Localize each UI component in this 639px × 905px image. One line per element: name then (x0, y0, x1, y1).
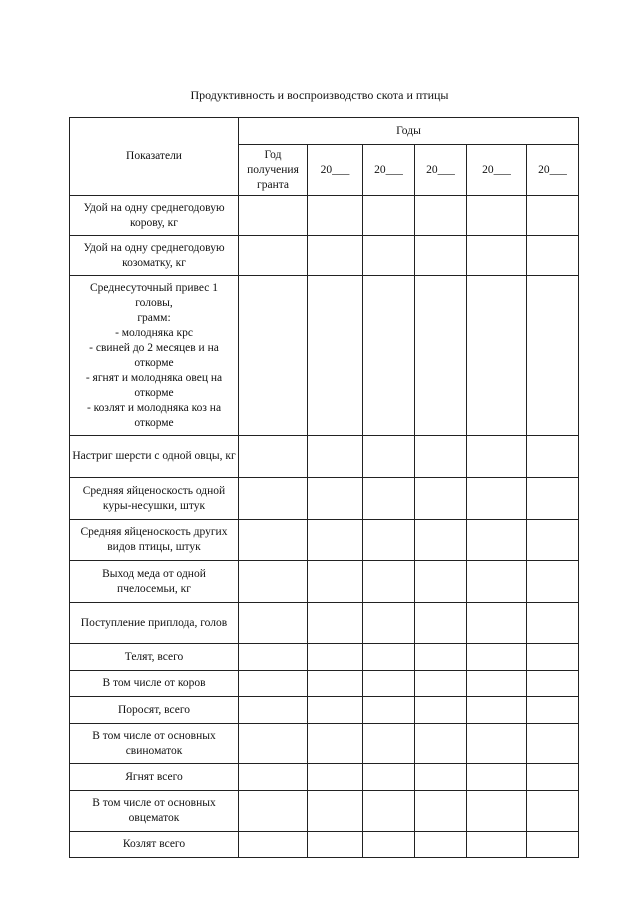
value-cell[interactable] (363, 644, 415, 671)
value-cell[interactable] (467, 697, 527, 724)
year-column-4: 20___ (467, 145, 527, 196)
indicator-label: Среднесуточный привес 1 головы, грамм: - молодняка крс - свиней до 2 месяцев и на откорме - ягнят и молодняка овец на откорме - козлят и молодняка коз на откорме (70, 276, 239, 436)
value-cell[interactable] (308, 478, 363, 520)
value-cell[interactable] (415, 561, 467, 603)
value-cell[interactable] (467, 764, 527, 791)
value-cell[interactable] (467, 276, 527, 436)
value-cell[interactable] (308, 520, 363, 561)
year-column-3: 20___ (415, 145, 467, 196)
value-cell[interactable] (363, 764, 415, 791)
value-cell[interactable] (467, 196, 527, 236)
value-cell[interactable] (308, 832, 363, 858)
value-cell[interactable] (467, 236, 527, 276)
page-title: Продуктивность и воспроизводство скота и птицы (190, 88, 449, 102)
table-row (70, 276, 579, 436)
value-cell[interactable] (415, 236, 467, 276)
value-cell[interactable] (363, 724, 415, 764)
value-cell[interactable] (239, 276, 308, 436)
productivity-table (69, 117, 579, 858)
value-cell[interactable] (527, 791, 579, 832)
value-cell[interactable] (363, 276, 415, 436)
value-cell[interactable] (527, 478, 579, 520)
table-row (70, 236, 579, 276)
value-cell[interactable] (239, 724, 308, 764)
table-row (70, 671, 579, 697)
table-row (70, 764, 579, 791)
value-cell[interactable] (239, 671, 308, 697)
value-cell[interactable] (467, 520, 527, 561)
value-cell[interactable] (467, 478, 527, 520)
indicator-label: В том числе от основных свиноматок (70, 724, 239, 764)
value-cell[interactable] (239, 196, 308, 236)
value-cell[interactable] (363, 520, 415, 561)
value-cell[interactable] (239, 603, 308, 644)
value-cell[interactable] (527, 196, 579, 236)
indicator-label: Настриг шерсти с одной овцы, кг (70, 436, 239, 478)
value-cell[interactable] (527, 520, 579, 561)
indicator-label: Удой на одну среднегодовую козоматку, кг (70, 236, 239, 276)
value-cell[interactable] (363, 603, 415, 644)
year-column-2: 20___ (363, 145, 415, 196)
indicator-label: Поросят, всего (70, 697, 239, 724)
value-cell[interactable] (308, 764, 363, 791)
value-cell[interactable] (415, 644, 467, 671)
value-cell[interactable] (467, 644, 527, 671)
value-cell[interactable] (363, 697, 415, 724)
value-cell[interactable] (308, 236, 363, 276)
value-cell[interactable] (467, 561, 527, 603)
value-cell[interactable] (363, 561, 415, 603)
value-cell[interactable] (415, 832, 467, 858)
table-row (70, 603, 579, 644)
value-cell[interactable] (467, 791, 527, 832)
indicator-label: В том числе от основных овцематок (70, 791, 239, 832)
indicator-label: Ягнят всего (70, 764, 239, 791)
year-column-1: 20___ (308, 145, 363, 196)
value-cell[interactable] (415, 196, 467, 236)
value-cell[interactable] (415, 724, 467, 764)
value-cell[interactable] (415, 671, 467, 697)
indicator-label: Средняя яйценоскость других видов птицы, штук (70, 520, 239, 561)
value-cell[interactable] (467, 671, 527, 697)
value-cell[interactable] (239, 478, 308, 520)
value-cell[interactable] (415, 478, 467, 520)
indicator-label: Поступление приплода, голов (70, 603, 239, 644)
indicator-label: Удой на одну среднегодовую корову, кг (70, 196, 239, 236)
table-row (70, 724, 579, 764)
value-cell[interactable] (239, 236, 308, 276)
header-row (70, 118, 579, 145)
value-cell[interactable] (527, 724, 579, 764)
value-cell[interactable] (527, 832, 579, 858)
table-row (70, 644, 579, 671)
value-cell[interactable] (363, 832, 415, 858)
value-cell[interactable] (415, 764, 467, 791)
value-cell[interactable] (239, 791, 308, 832)
value-cell[interactable] (239, 697, 308, 724)
value-cell[interactable] (308, 196, 363, 236)
value-cell[interactable] (239, 644, 308, 671)
value-cell[interactable] (363, 236, 415, 276)
value-cell[interactable] (527, 697, 579, 724)
value-cell[interactable] (415, 520, 467, 561)
value-cell[interactable] (527, 671, 579, 697)
value-cell[interactable] (363, 436, 415, 478)
table-row (70, 791, 579, 832)
value-cell[interactable] (415, 603, 467, 644)
table-row (70, 478, 579, 520)
value-cell[interactable] (308, 791, 363, 832)
year-column-5: 20___ (527, 145, 579, 196)
value-cell[interactable] (415, 436, 467, 478)
value-cell[interactable] (308, 644, 363, 671)
value-cell[interactable] (239, 832, 308, 858)
value-cell[interactable] (308, 724, 363, 764)
indicators-header: Показатели (70, 118, 239, 196)
value-cell[interactable] (415, 697, 467, 724)
value-cell[interactable] (363, 478, 415, 520)
years-header: Годы (239, 118, 579, 145)
value-cell[interactable] (527, 603, 579, 644)
table-body (70, 196, 579, 858)
value-cell[interactable] (308, 697, 363, 724)
indicator-label: Козлят всего (70, 832, 239, 858)
value-cell[interactable] (467, 832, 527, 858)
table-row (70, 436, 579, 478)
value-cell[interactable] (527, 764, 579, 791)
value-cell[interactable] (239, 764, 308, 791)
value-cell[interactable] (527, 644, 579, 671)
value-cell[interactable] (527, 561, 579, 603)
value-cell[interactable] (415, 276, 467, 436)
indicator-label: В том числе от коров (70, 671, 239, 697)
value-cell[interactable] (527, 236, 579, 276)
year-column-grant: Год получения гранта (239, 145, 308, 196)
value-cell[interactable] (239, 561, 308, 603)
table-row (70, 832, 579, 858)
value-cell[interactable] (308, 671, 363, 697)
indicator-label: Средняя яйценоскость одной куры-несушки, штук (70, 478, 239, 520)
value-cell[interactable] (363, 671, 415, 697)
indicator-label: Выход меда от одной пчелосемьи, кг (70, 561, 239, 603)
value-cell[interactable] (308, 276, 363, 436)
table-row (70, 196, 579, 236)
value-cell[interactable] (467, 436, 527, 478)
value-cell[interactable] (363, 196, 415, 236)
value-cell[interactable] (415, 791, 467, 832)
value-cell[interactable] (527, 276, 579, 436)
table-row (70, 561, 579, 603)
value-cell[interactable] (308, 603, 363, 644)
indicator-label: Телят, всего (70, 644, 239, 671)
table-row (70, 520, 579, 561)
value-cell[interactable] (527, 436, 579, 478)
value-cell[interactable] (308, 561, 363, 603)
value-cell[interactable] (239, 436, 308, 478)
value-cell[interactable] (467, 724, 527, 764)
table-row (70, 697, 579, 724)
value-cell[interactable] (308, 436, 363, 478)
value-cell[interactable] (239, 520, 308, 561)
value-cell[interactable] (467, 603, 527, 644)
value-cell[interactable] (363, 791, 415, 832)
